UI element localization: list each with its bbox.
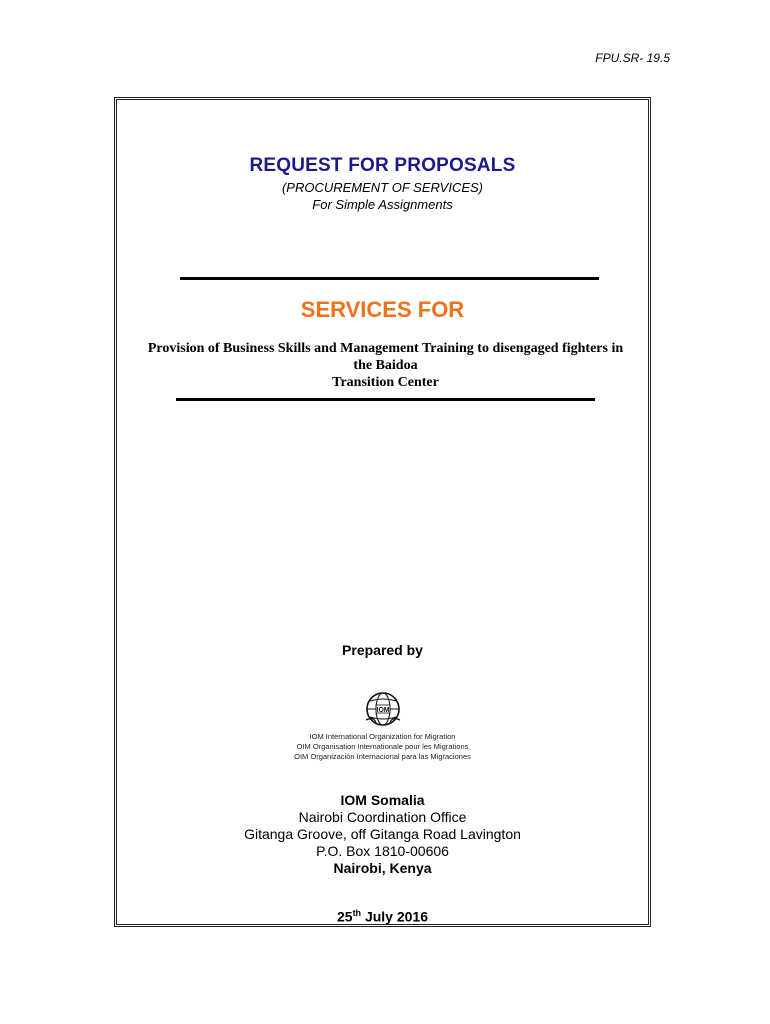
date-ordinal-suffix: th [352, 908, 362, 918]
divider-bottom [176, 398, 595, 401]
project-title-line: the Baidoa [353, 358, 418, 373]
divider-top [180, 277, 599, 280]
address-city: Nairobi, Kenya [333, 860, 432, 876]
logo-caption-line: OIM Organización Internacional para las Migraciones [294, 752, 471, 761]
iom-logo [117, 690, 648, 733]
address-block [117, 792, 648, 877]
services-heading: SERVICES FOR [300, 297, 465, 322]
document-title: REQUEST FOR PROPOSALS [249, 155, 516, 176]
address-pobox: P.O. Box 1810-00606 [316, 843, 449, 859]
document-date [117, 908, 648, 925]
address-org: IOM Somalia [340, 792, 425, 808]
date-day: 25 [336, 908, 353, 925]
iom-logo-caption [117, 732, 648, 762]
logo-caption-line: IOM International Organization for Migration [309, 732, 456, 741]
document-subtitle-2: For Simple Assignments [312, 197, 453, 212]
project-title-line: Provision of Business Skills and Management Training to disengaged fighters in [147, 341, 624, 356]
logo-caption-line: OIM Organisation Internationale pour les Migrations [296, 742, 469, 751]
address-office: Nairobi Coordination Office [298, 809, 467, 825]
iom-globe-icon [364, 690, 402, 728]
document-subtitle: (PROCUREMENT OF SERVICES) [281, 180, 484, 195]
project-title-line: Transition Center [332, 375, 439, 390]
document-code: FPU.SR- 19.5 [595, 51, 670, 65]
cover-frame [114, 97, 651, 927]
date-month-year: July 2016 [361, 908, 428, 925]
prepared-by-label: Prepared by [342, 642, 423, 658]
project-title [117, 340, 654, 391]
address-street: Gitanga Groove, off Gitanga Road Lavington [244, 826, 521, 842]
svg-text:IOM: IOM [375, 707, 390, 714]
